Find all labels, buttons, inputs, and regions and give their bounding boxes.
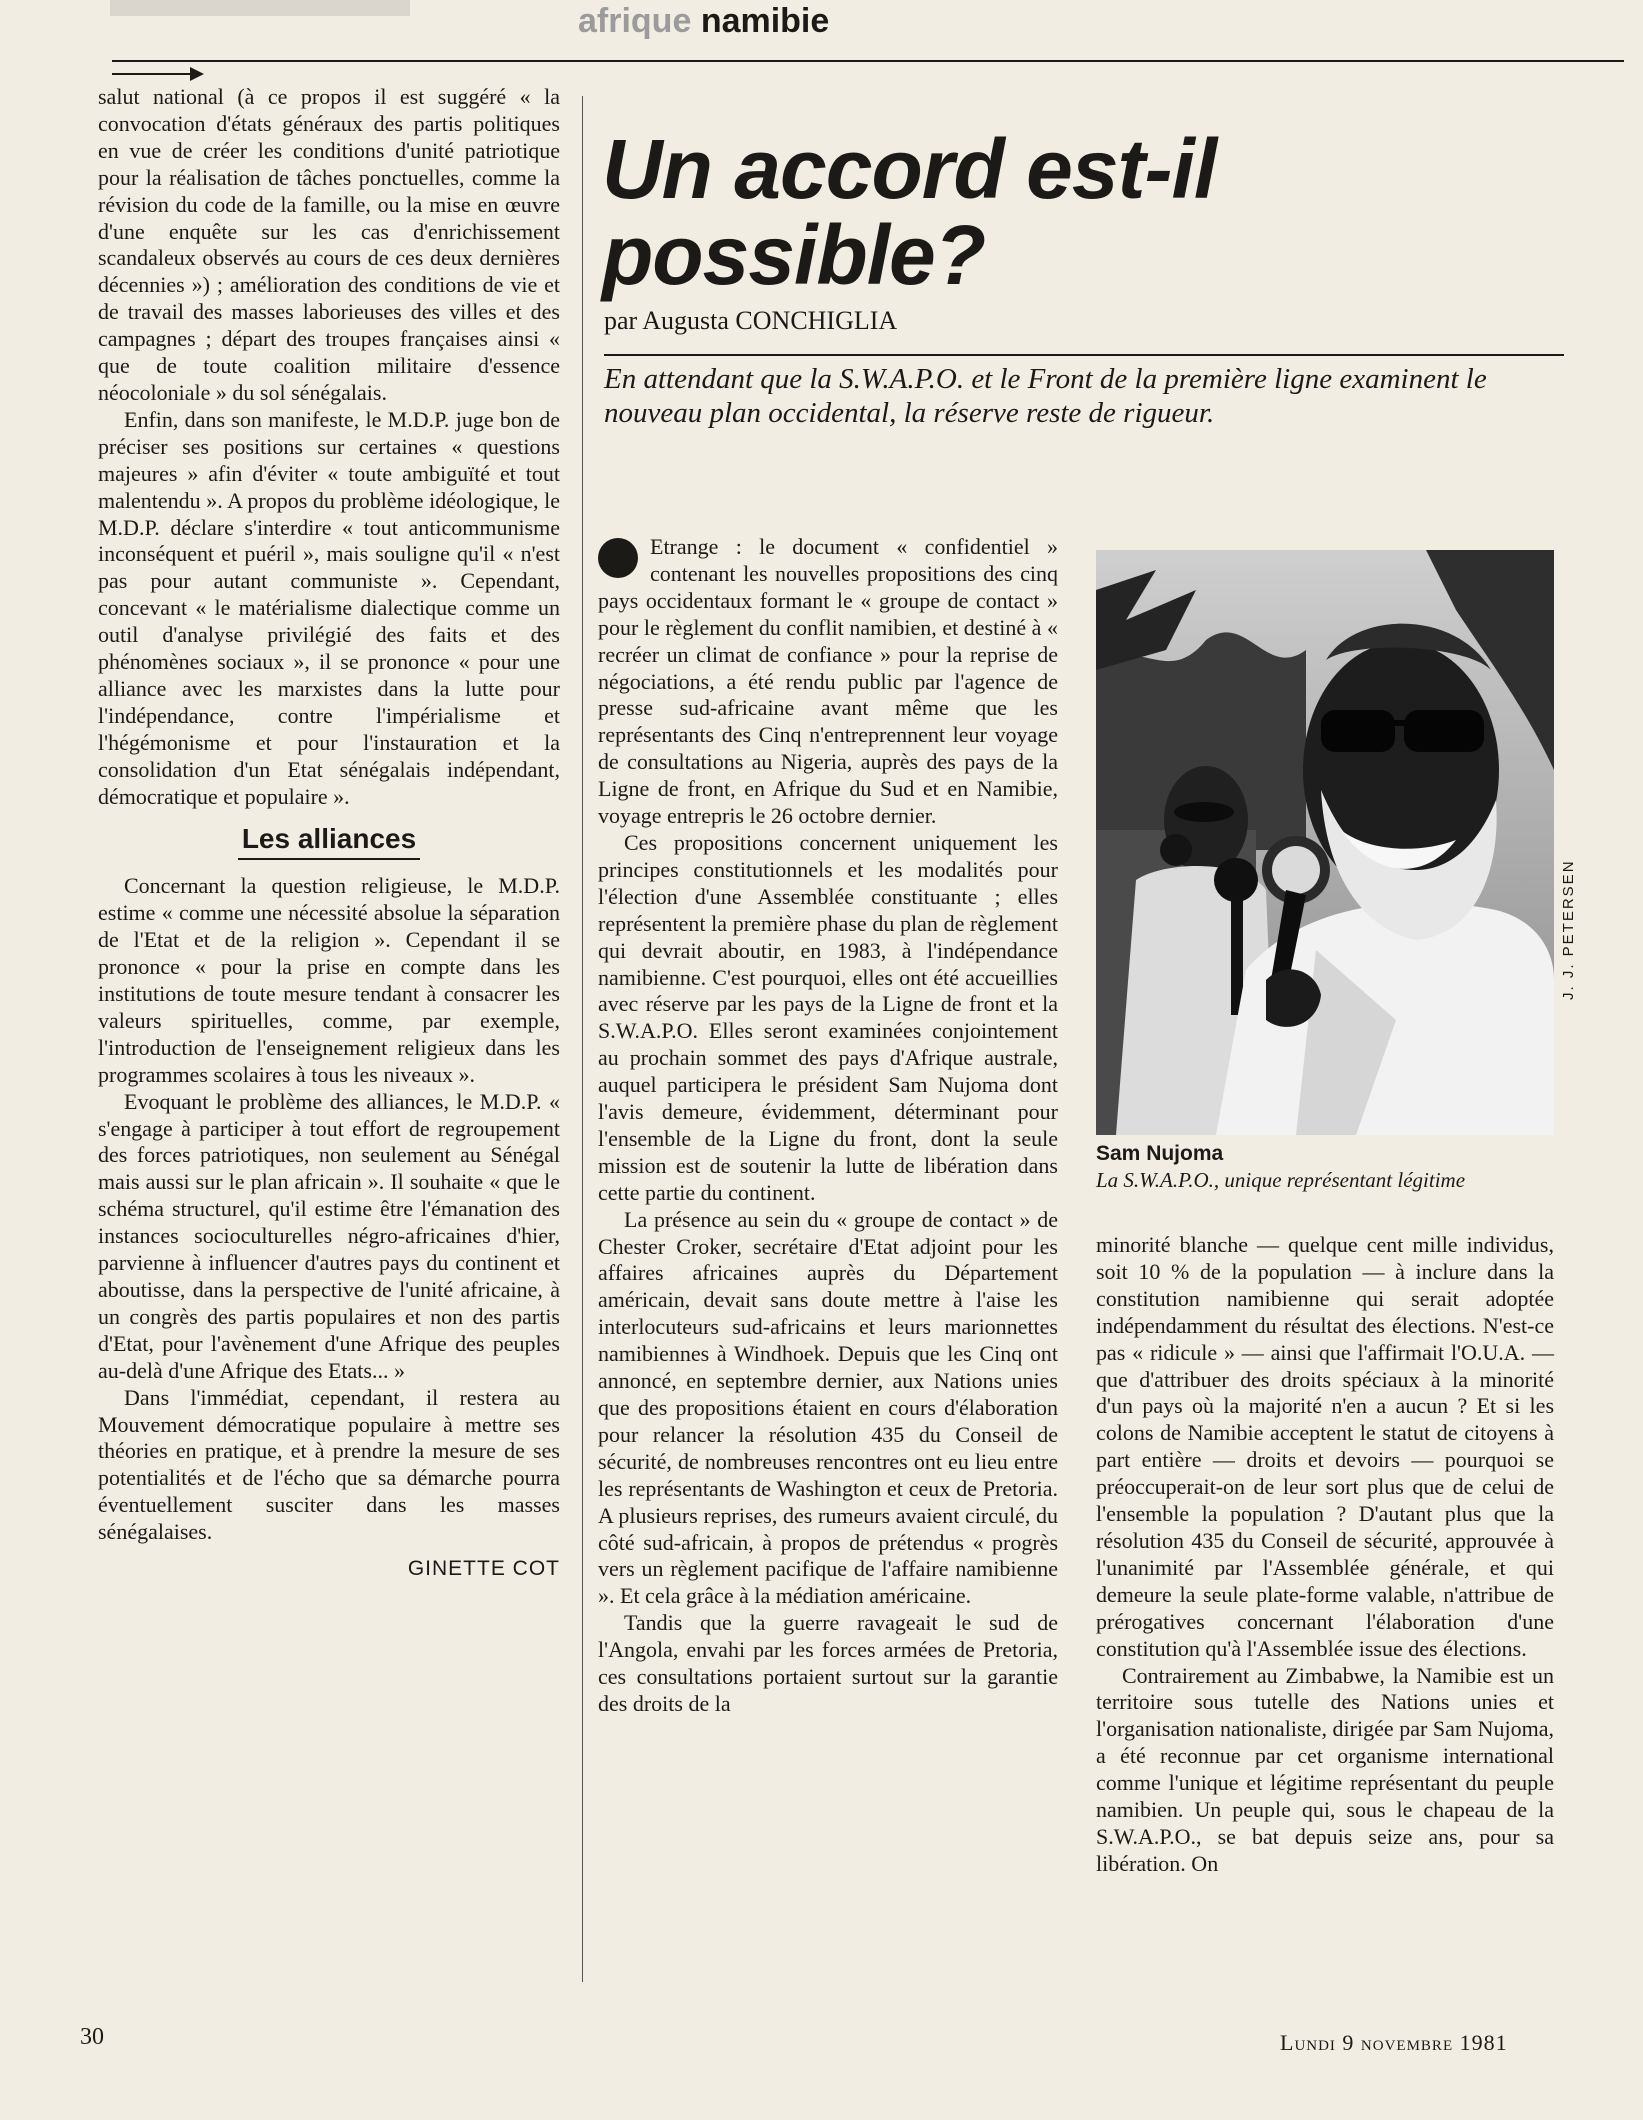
article-title: Un accord est-il possible? (602, 122, 1217, 302)
photo-credit: J. J. PETERSEN (1560, 859, 1577, 1000)
middle-paragraph-4: Tandis que la guerre ravageait le sud de l'Angola, envahi par les forces armées de Pretoria, ces consultations portaient surtout sur la garantie des droits de la (598, 1610, 1058, 1716)
left-paragraph-2: Enfin, dans son manifeste, le M.D.P. juge bon de préciser ses positions sur certaines « questions majeures » afin d'éviter « toute ambiguïté et tout malentendu ». A propos du problème idéologique, le M.D.P. déclare s'interdire « tout anticommunisme inconséquent et puéril », mais souligne qu'il « n'est pas pour autant communiste ». Cependant, concevant « le matérialisme dialectique comme un outil d'analyse privilégié des faits et des phénomènes sociaux », il se prononce « pour une alliance avec les marxistes dans la lutte pour l'indépendance, contre l'impérialisme et l'hégémonisme et pour l'instauration et la consolidation d'un Etat sénégalais indépendant, démocratique et populaire ». (98, 406, 560, 809)
photo-caption-text: La S.W.A.P.O., unique représentant légitime (1096, 1168, 1466, 1192)
middle-column (598, 534, 1058, 1718)
right-paragraph-1: minorité blanche — quelque cent mille individus, soit 10 % de la population — à inclure dans la constitution namibienne qui serait adoptée indépendamment du résultat des élections. N'est-ce pas « ridicule » — ainsi que l'affirmait l'O.U.A. — que d'attribuer des droits spéciaux à la minorité d'un pays où la majorité n'en a aucun ? Et si les colons de Namibie acceptent le statut de citoyens à part entière — droits et devoirs — pourquoi se préoccuperait-on de leur sort plus que de celui de l'ensemble la population ? D'autant plus que la résolution 435 du Conseil de sécurité, approuvée à l'unanimité par l'Assemblée générale, et qui demeure la seule plate-forme valable, n'attribue de prérogatives concernant l'élaboration d'une constitution qu'à l'Assemblée issue des élections. (1096, 1232, 1554, 1661)
lead-rule (604, 354, 1564, 356)
sam-nujoma-photo (1096, 550, 1554, 1135)
left-paragraph-4: Evoquant le problème des alliances, le M.D.P. « s'engage à participer à tout effort de regroupement des forces patriotiques, non seulement au Sénégal mais aussi sur le plan africain ». Il souhaite « que le schéma structurel, qu'il estime être l'émanation des instances socioculturelles négro-africaines d'hier, parvienne à influencer d'autres pays du continent et aboutisse, dans la perspective de l'unité africaine, à un congrès des partis populaires et non des partis d'Etat, pour l'avènement d'une Afrique des peuples au-delà d'une Afrique des Etats... » (98, 1088, 560, 1383)
middle-paragraph-2: Ces propositions concernent uniquement les principes constitutionnels et les modalités pour l'élection d'une Assemblée constituante ; elles représentent la première phase du plan de règlement qui devrait aboutir, en 1983, à l'indépendance namibienne. C'est pourquoi, elles ont été accueillies avec réserve par les pays de la Ligne de front et la S.W.A.P.O. Elles seront examinées conjointement au prochain sommet des pays d'Afrique australe, auquel participera le président Sam Nujoma dont l'avis demeure, évidemment, déterminant pour l'ensemble de la Ligne du front, dont la seule mission est de soutenir la lutte de libération dans cette partie du continent. (598, 829, 1058, 1205)
article-byline: par Augusta CONCHIGLIA (604, 306, 898, 335)
left-paragraph-5: Dans l'immédiat, cependant, il restera au Mouvement démocratique populaire à mettre ses théories en pratique, et à prendre la mesure de ses potentialités et de l'écho que sa démarche pourra éventuellement susciter dans les masses sénégalaises. (98, 1384, 560, 1545)
left-column (98, 84, 560, 1583)
section-label: afrique (578, 2, 692, 40)
right-column (1096, 1232, 1554, 1878)
bullet-icon (598, 538, 638, 578)
header-rule (112, 60, 1624, 62)
country-label: namibie (700, 2, 830, 40)
subheading (98, 823, 560, 855)
subheading-text: Les alliances (238, 823, 420, 860)
column-divider (582, 96, 583, 1982)
right-paragraph-2: Contrairement au Zimbabwe, la Namibie est un territoire sous tutelle des Nations unies et l'organisation nationaliste, dirigée par Sam Nujoma, a été reconnue par cet organisme international comme l'unique et légitime représentant du peuple namibien. Un peuple qui, sous le chapeau de la S.W.A.P.O., se bat depuis seize ans, pour sa libération. On (1096, 1662, 1554, 1876)
page-number: 30 (80, 2024, 104, 2050)
middle-paragraph-1-text: Etrange : le document « confidentiel » contenant les nouvelles propositions des cinq pays occidentaux formant le « groupe de contact » pour le règlement du conflit namibien, et destiné à « recréer un climat de confiance » pour la reprise de négociations, a été rendu public par l'agence de presse sud-africaine avant même que les représentants des Cinq n'entreprennent leur voyage de consultations au Nigeria, auprès des pays de la Ligne de front, en Afrique du Sud et en Namibie, voyage entrepris le 26 octobre dernier. (598, 534, 1058, 829)
middle-paragraph-3: La présence au sein du « groupe de contact » de Chester Croker, secrétaire d'Etat adjoint pour les affaires africaines auprès du Département américain, devait sans doute mettre à l'aise les interlocuteurs sud-africains et leurs marionnettes namibiennes à Windhoek. Depuis que les Cinq ont annoncé, en septembre dernier, aux Nations unies que des propositions étaient en cours d'élaboration pour relancer la résolution 435 du Conseil de sécurité, de nombreuses rencontres ont eu lieu entre les représentants de Washington et ceux de Pretoria. A plusieurs reprises, des rumeurs avaient circulé, du côté sud-africain, à propos de prétendus « progrès vers un règlement pacifique de l'affaire namibienne ». Et cela grâce à la médiation américaine. (598, 1206, 1058, 1609)
left-paragraph-3: Concernant la question religieuse, le M.D.P. estime « comme une nécessité absolue la séparation de l'Etat et de la religion ». Cependant il se prononce « pour la prise en compte dans les institutions de toute mesure tendant à consacrer les valeurs spirituelles, comme, par exemple, l'introduction de l'enseignement religieux dans les programmes scolaires à tous les niveaux ». (98, 873, 560, 1087)
middle-paragraph-1 (598, 534, 1058, 830)
issue-date: Lundi 9 novembre 1981 (1280, 2030, 1508, 2055)
author-signature: GINETTE COT (407, 1557, 560, 1581)
continuation-arrow-icon (112, 64, 204, 84)
photo-caption-name: Sam Nujoma (1096, 1142, 1224, 1165)
article-lead: En attendant que la S.W.A.P.O. et le Front de la première ligne examinent le nouveau plan occidental, la réserve reste de rigueur. (604, 363, 1487, 429)
left-paragraph-1: salut national (à ce propos il est suggéré « la convocation d'états généraux des partis politiques en vue de créer les conditions d'unité patriotique pour la réalisation de tâches ponctuelles, comme la révision du code de la famille, ou la mise en œuvre d'une enquête sur les cas d'enrichissement scandaleux observés au cours de ces deux dernières décennies ») ; amélioration des conditions de vie et de travail des masses laborieuses des villes et des campagnes ; départ des troupes françaises ainsi « que de toute coalition militaire d'essence néocoloniale » du sol sénégalais. (98, 84, 560, 405)
bleed-through-shadow (110, 0, 570, 20)
section-header (578, 0, 829, 42)
